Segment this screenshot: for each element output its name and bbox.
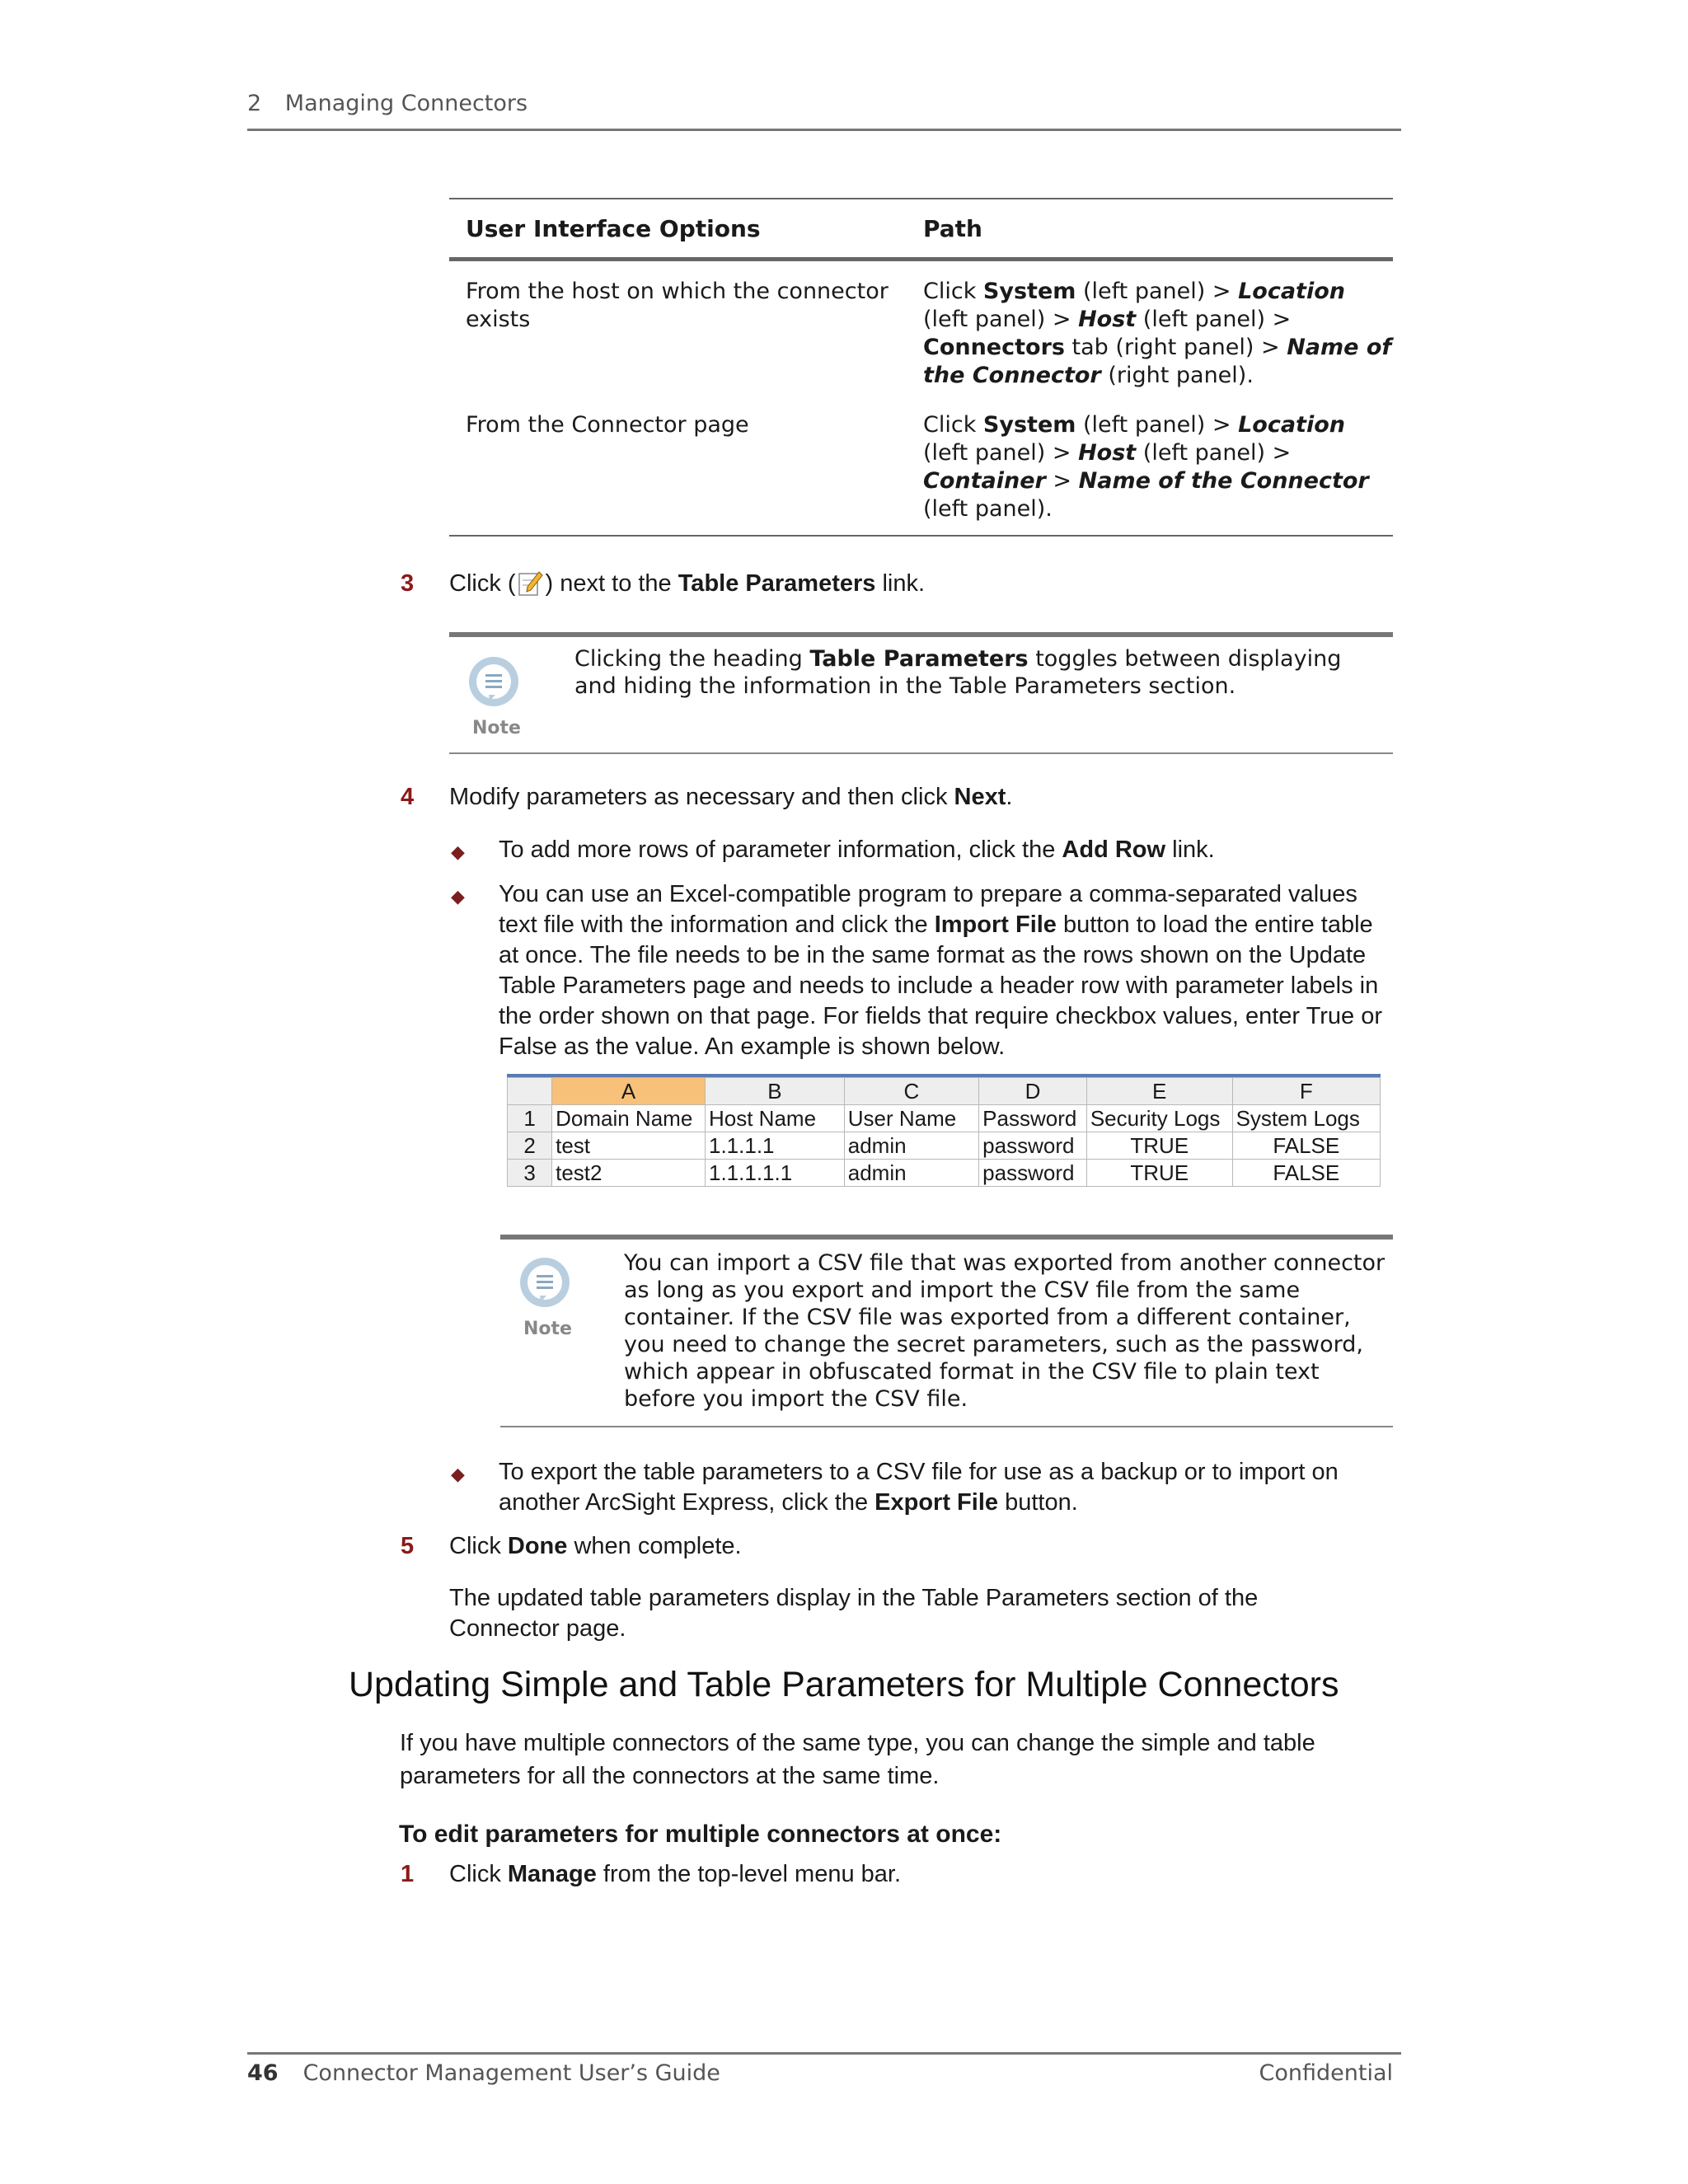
step-text: Click — [449, 1861, 508, 1887]
section-heading: Updating Simple and Table Parameters for Multiple Connectors — [349, 1665, 1339, 1704]
path-emphasis: Connectors — [923, 335, 1065, 360]
page-footer — [247, 2060, 1393, 2086]
step-3 — [401, 569, 1389, 599]
note-text — [574, 645, 1386, 700]
step-text: Modify parameters as necessary and then click — [449, 784, 954, 810]
table-parameters-link-label: Table Parameters — [678, 570, 876, 597]
path-text: (left panel) > — [1076, 412, 1239, 438]
step-number: 3 — [401, 570, 415, 597]
cell: TRUE — [1086, 1160, 1232, 1187]
confidential-label: Confidential — [1259, 2060, 1393, 2086]
bullet-text: To export the table parameters to a CSV file for use as a backup or to import on another ArcSight Express, click the — [499, 1459, 1339, 1516]
step-text: Click ( — [449, 570, 516, 597]
column-header-row — [508, 1078, 1381, 1105]
path-cell — [919, 278, 1393, 390]
note-text-part: Clicking the heading — [574, 646, 810, 672]
path-text: (left panel) > — [923, 307, 1079, 332]
column-header: B — [706, 1078, 845, 1105]
step-text: ) next to the — [545, 570, 678, 597]
note-box — [449, 632, 1393, 754]
note-label: Note — [472, 718, 521, 738]
path-text: (left panel) > — [923, 440, 1079, 466]
table-row — [449, 390, 1393, 523]
path-cell — [919, 411, 1393, 523]
cell: Password — [979, 1105, 1087, 1132]
step-text: when complete. — [567, 1533, 742, 1559]
footer-rule — [247, 2052, 1401, 2055]
bullet-text: button. — [998, 1489, 1078, 1516]
step-text: from the top-level menu bar. — [596, 1861, 902, 1887]
table-row — [508, 1105, 1381, 1132]
diamond-bullet-icon: ◆ — [451, 841, 465, 862]
step-number: 5 — [401, 1533, 415, 1559]
path-emphasis: Location — [1238, 412, 1345, 438]
step-number: 4 — [401, 784, 415, 810]
step-1 — [401, 1859, 1389, 1890]
guide-title: Connector Management User’s Guide — [302, 2060, 720, 2086]
path-emphasis: Host — [1078, 307, 1137, 332]
path-text: (left panel) > — [1076, 279, 1239, 304]
table-row — [508, 1160, 1381, 1187]
table-row — [508, 1132, 1381, 1160]
chapter-number: 2 — [247, 91, 262, 116]
note-icon — [467, 655, 520, 711]
add-row-link-label: Add Row — [1062, 837, 1166, 863]
section-intro: If you have multiple connectors of the same type, you can change the simple and table parameters for all the connectors at the same time. — [400, 1730, 1315, 1789]
bullet-text: button to load the entire table at once. The file needs to be in the same format as the rows shown on the Update Table Parameters page and needs to include a header row with parameter labels in the order shown on that page. For fields that require checkbox values, enter True or False as the value. An example is shown below. — [499, 912, 1382, 1060]
column-header: A — [552, 1078, 706, 1105]
procedure-heading: To edit parameters for multiple connectors at once: — [399, 1821, 1002, 1848]
note-icon — [518, 1256, 571, 1312]
cell: admin — [844, 1132, 978, 1160]
step-text: . — [1006, 784, 1013, 810]
cell: Domain Name — [552, 1105, 706, 1132]
cell: User Name — [844, 1105, 978, 1132]
path-emphasis: Container — [923, 468, 1046, 494]
cell: Host Name — [706, 1105, 845, 1132]
note-box — [500, 1235, 1393, 1427]
step-5-result: The updated table parameters display in the Table Parameters section of the Connector page. — [449, 1585, 1259, 1642]
option-cell: From the Connector page — [466, 412, 749, 438]
export-file-button-label: Export File — [874, 1489, 999, 1516]
next-button-label: Next — [954, 784, 1006, 810]
cell: Security Logs — [1086, 1105, 1232, 1132]
step-text: Click — [449, 1533, 508, 1559]
path-text: > — [1045, 468, 1079, 494]
cell: test2 — [552, 1160, 706, 1187]
chapter-title: Managing Connectors — [284, 91, 528, 116]
spreadsheet-example — [507, 1074, 1381, 1187]
bullet-export-file — [451, 1457, 1393, 1518]
cell: TRUE — [1086, 1132, 1232, 1160]
bullet-text: You can use an Excel-compatible program to prepare a comma-separated values text file with the information and click the — [499, 881, 1357, 938]
path-text: tab (right panel) > — [1064, 335, 1287, 360]
column-header-path: Path — [923, 214, 982, 242]
running-header — [247, 91, 1401, 116]
path-text: Click — [923, 412, 983, 438]
row-header: 1 — [508, 1105, 552, 1132]
path-text: (right panel). — [1100, 363, 1254, 388]
cell: password — [979, 1132, 1087, 1160]
cell: FALSE — [1232, 1132, 1380, 1160]
path-emphasis: Host — [1078, 440, 1137, 466]
footer-spacer — [720, 2060, 1259, 2086]
import-file-button-label: Import File — [934, 912, 1057, 938]
cell: admin — [844, 1160, 978, 1187]
table-header-row — [449, 199, 1393, 257]
header-rule — [247, 129, 1401, 131]
column-header: E — [1086, 1078, 1232, 1105]
corner-cell — [508, 1078, 552, 1105]
path-emphasis: Name of the Connector — [1078, 468, 1369, 494]
column-header: F — [1232, 1078, 1380, 1105]
cell: password — [979, 1160, 1087, 1187]
step-number: 1 — [401, 1861, 415, 1887]
bullet-import-file — [451, 879, 1393, 1062]
path-text: (left panel). — [923, 496, 1053, 522]
cell: 1.1.1.1.1 — [706, 1160, 845, 1187]
ui-options-table — [449, 198, 1393, 537]
row-header: 3 — [508, 1160, 552, 1187]
edit-pencil-icon[interactable] — [518, 570, 544, 598]
cell: FALSE — [1232, 1160, 1380, 1187]
note-text: You can import a CSV file that was exported from another connector as long as you export and import the CSV file from the same container. If the CSV file was exported from a different container, you need to change the secret parameters, such as the password, which appear in obfuscated format in the CSV file to plain text before you import the CSV file. — [624, 1250, 1386, 1412]
option-cell: From the host on which the connector exists — [466, 279, 889, 332]
row-header: 2 — [508, 1132, 552, 1160]
path-text: (left panel) > — [1136, 440, 1292, 466]
column-header: C — [844, 1078, 978, 1105]
path-emphasis: Location — [1238, 279, 1345, 304]
cell: System Logs — [1232, 1105, 1380, 1132]
step-5 — [401, 1531, 1389, 1562]
path-emphasis: Name of the Connector — [923, 335, 1392, 388]
column-header: D — [979, 1078, 1087, 1105]
column-header-options: User Interface Options — [466, 214, 761, 242]
step-text: link. — [875, 570, 926, 597]
path-emphasis: System — [982, 279, 1076, 304]
manage-menu-label: Manage — [507, 1861, 597, 1887]
path-emphasis: System — [982, 412, 1076, 438]
note-label: Note — [523, 1319, 572, 1339]
cell: 1.1.1.1 — [706, 1132, 845, 1160]
note-text-part: toggles between displaying and hiding the information in the Table Parameters section. — [574, 646, 1342, 699]
bullet-text: link. — [1165, 837, 1215, 863]
bullet-add-row — [451, 835, 1389, 865]
page-number: 46 — [247, 2060, 279, 2086]
diamond-bullet-icon: ◆ — [451, 886, 465, 907]
spreadsheet-grid — [507, 1077, 1381, 1187]
table-bottom-rule — [449, 535, 1393, 537]
bullet-text: To add more rows of parameter information, click the — [499, 837, 1062, 863]
step-4 — [401, 782, 1389, 813]
path-text: Click — [923, 279, 983, 304]
done-button-label: Done — [507, 1533, 568, 1559]
note-text-bold: Table Parameters — [809, 646, 1029, 672]
table-row — [449, 261, 1393, 390]
path-text: (left panel) > — [1136, 307, 1292, 332]
cell: test — [552, 1132, 706, 1160]
diamond-bullet-icon: ◆ — [451, 1464, 465, 1484]
